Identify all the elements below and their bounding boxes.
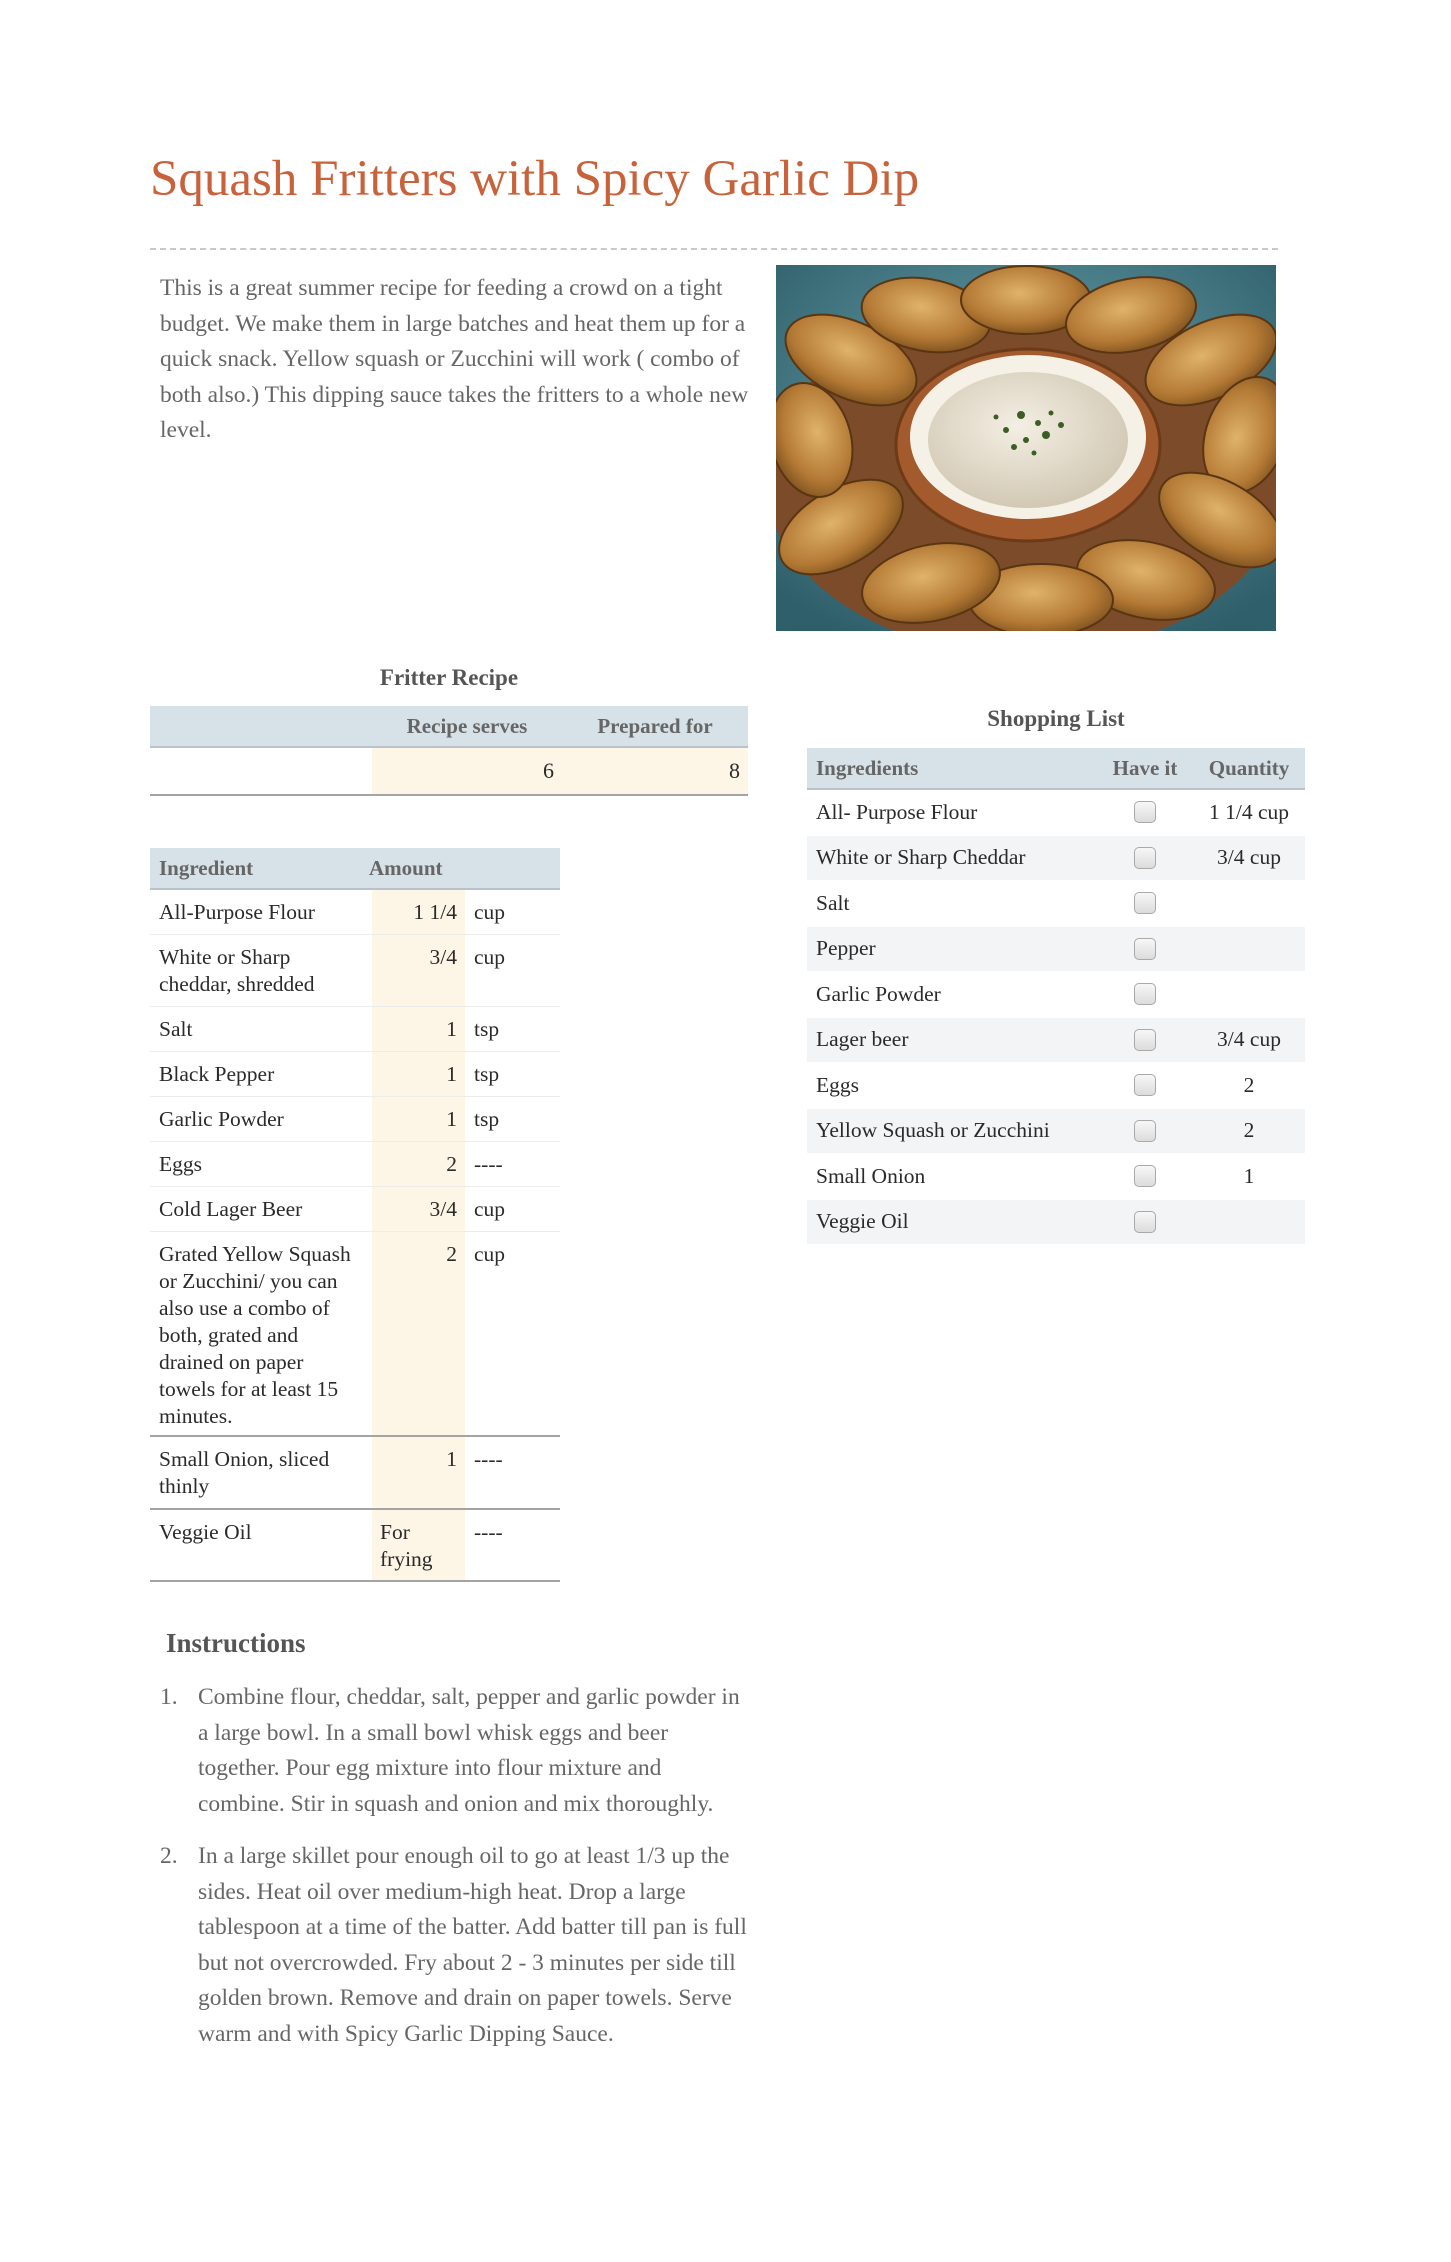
instructions-heading: Instructions <box>166 1628 306 1658</box>
have-it-checkbox[interactable] <box>1134 938 1156 960</box>
amount-column-header: Amount <box>369 855 443 880</box>
prepared-for-header: Prepared for <box>597 713 713 738</box>
shopping-list-table <box>807 748 1305 1245</box>
shopping-item: Pepper <box>807 927 1305 973</box>
fritter-recipe-heading: Fritter Recipe <box>379 665 519 690</box>
table-row: Eggs 2 ---- <box>150 1142 560 1187</box>
shopping-list-header <box>807 748 1305 790</box>
have-it-checkbox[interactable] <box>1134 801 1156 823</box>
ingredient-table <box>150 848 560 1582</box>
recipe-serves-header: Recipe serves <box>406 713 528 738</box>
shopping-item: Veggie Oil <box>807 1200 1305 1246</box>
have-it-checkbox[interactable] <box>1134 1165 1156 1187</box>
table-row: All-Purpose Flour 1 1/4 cup <box>150 890 560 935</box>
prepared-for-value: 8 <box>562 748 748 794</box>
table-row: Veggie Oil For frying ---- <box>150 1510 560 1582</box>
instructions-list <box>160 1680 750 2069</box>
serves-table-row <box>150 748 748 796</box>
have-it-checkbox[interactable] <box>1134 983 1156 1005</box>
instruction-step <box>160 1839 750 2052</box>
table-row: Black Pepper 1 tsp <box>150 1052 560 1097</box>
page-title: Squash Fritters with Spicy Garlic Dip <box>150 151 920 207</box>
ingredient-column-header: Ingredient <box>159 855 254 880</box>
step-number: 1. <box>160 1684 178 1710</box>
shopping-item: Small Onion 1 <box>807 1154 1305 1200</box>
shopping-item: Garlic Powder <box>807 972 1305 1018</box>
shopping-item: Yellow Squash or Zucchini 2 <box>807 1109 1305 1155</box>
title-divider <box>150 248 1278 250</box>
ingredients-column-header: Ingredients <box>816 755 919 780</box>
table-row: Garlic Powder 1 tsp <box>150 1097 560 1142</box>
table-row: Grated Yellow Squash or Zucchini/ you can also use a combo of both, grated and drained on paper towels for at least 15 minutes. 2 cup <box>150 1232 560 1437</box>
have-it-checkbox[interactable] <box>1134 1120 1156 1142</box>
table-row: Cold Lager Beer 3/4 cup <box>150 1187 560 1232</box>
shopping-item: White or Sharp Cheddar 3/4 cup <box>807 836 1305 882</box>
fritters-photo <box>776 265 1276 631</box>
recipe-serves-value: 6 <box>372 748 562 794</box>
have-it-checkbox[interactable] <box>1134 1211 1156 1233</box>
ingredient-table-header <box>150 848 560 890</box>
shopping-item: Salt <box>807 881 1305 927</box>
instruction-step <box>160 1680 750 1822</box>
table-row: Salt 1 tsp <box>150 1007 560 1052</box>
table-row: Small Onion, sliced thinly 1 ---- <box>150 1437 560 1510</box>
have-it-checkbox[interactable] <box>1134 1029 1156 1051</box>
quantity-column-header: Quantity <box>1208 755 1290 780</box>
step-text: In a large skillet pour enough oil to go at least 1/3 up the sides. Heat oil over medium-high heat. Drop a large tablespoon at a time of the batter. Add batter till pan is full but not overcrowded. Fry about 2 - 3 minutes per side till golden brown. Remove and drain on paper towels. Serve warm and with Spicy Garlic Dipping Sauce. <box>198 1843 747 2047</box>
have-it-checkbox[interactable] <box>1134 1074 1156 1096</box>
serves-table <box>150 706 748 796</box>
shopping-item: Lager beer 3/4 cup <box>807 1018 1305 1064</box>
serves-table-header <box>150 706 748 748</box>
have-it-checkbox[interactable] <box>1134 847 1156 869</box>
shopping-list-heading: Shopping List <box>987 706 1125 731</box>
step-number: 2. <box>160 1843 178 1869</box>
shopping-item: Eggs 2 <box>807 1063 1305 1109</box>
shopping-item: All- Purpose Flour 1 1/4 cup <box>807 790 1305 836</box>
intro-paragraph: This is a great summer recipe for feeding a crowd on a tight budget. We make them in large batches and heat them up for a quick snack. Yellow squash or Zucchini will work ( combo of both also.) This dipping sauce takes the fritters to a whole new level. <box>160 275 749 443</box>
have-it-checkbox[interactable] <box>1134 892 1156 914</box>
table-row: White or Sharp cheddar, shredded 3/4 cup <box>150 935 560 1007</box>
have-it-column-header: Have it <box>1112 755 1178 780</box>
step-text: Combine flour, cheddar, salt, pepper and garlic powder in a large bowl. In a small bowl whisk eggs and beer together. Pour egg mixture into flour mixture and combine. Stir in squash and onion and mix thoroughly. <box>198 1684 740 1817</box>
